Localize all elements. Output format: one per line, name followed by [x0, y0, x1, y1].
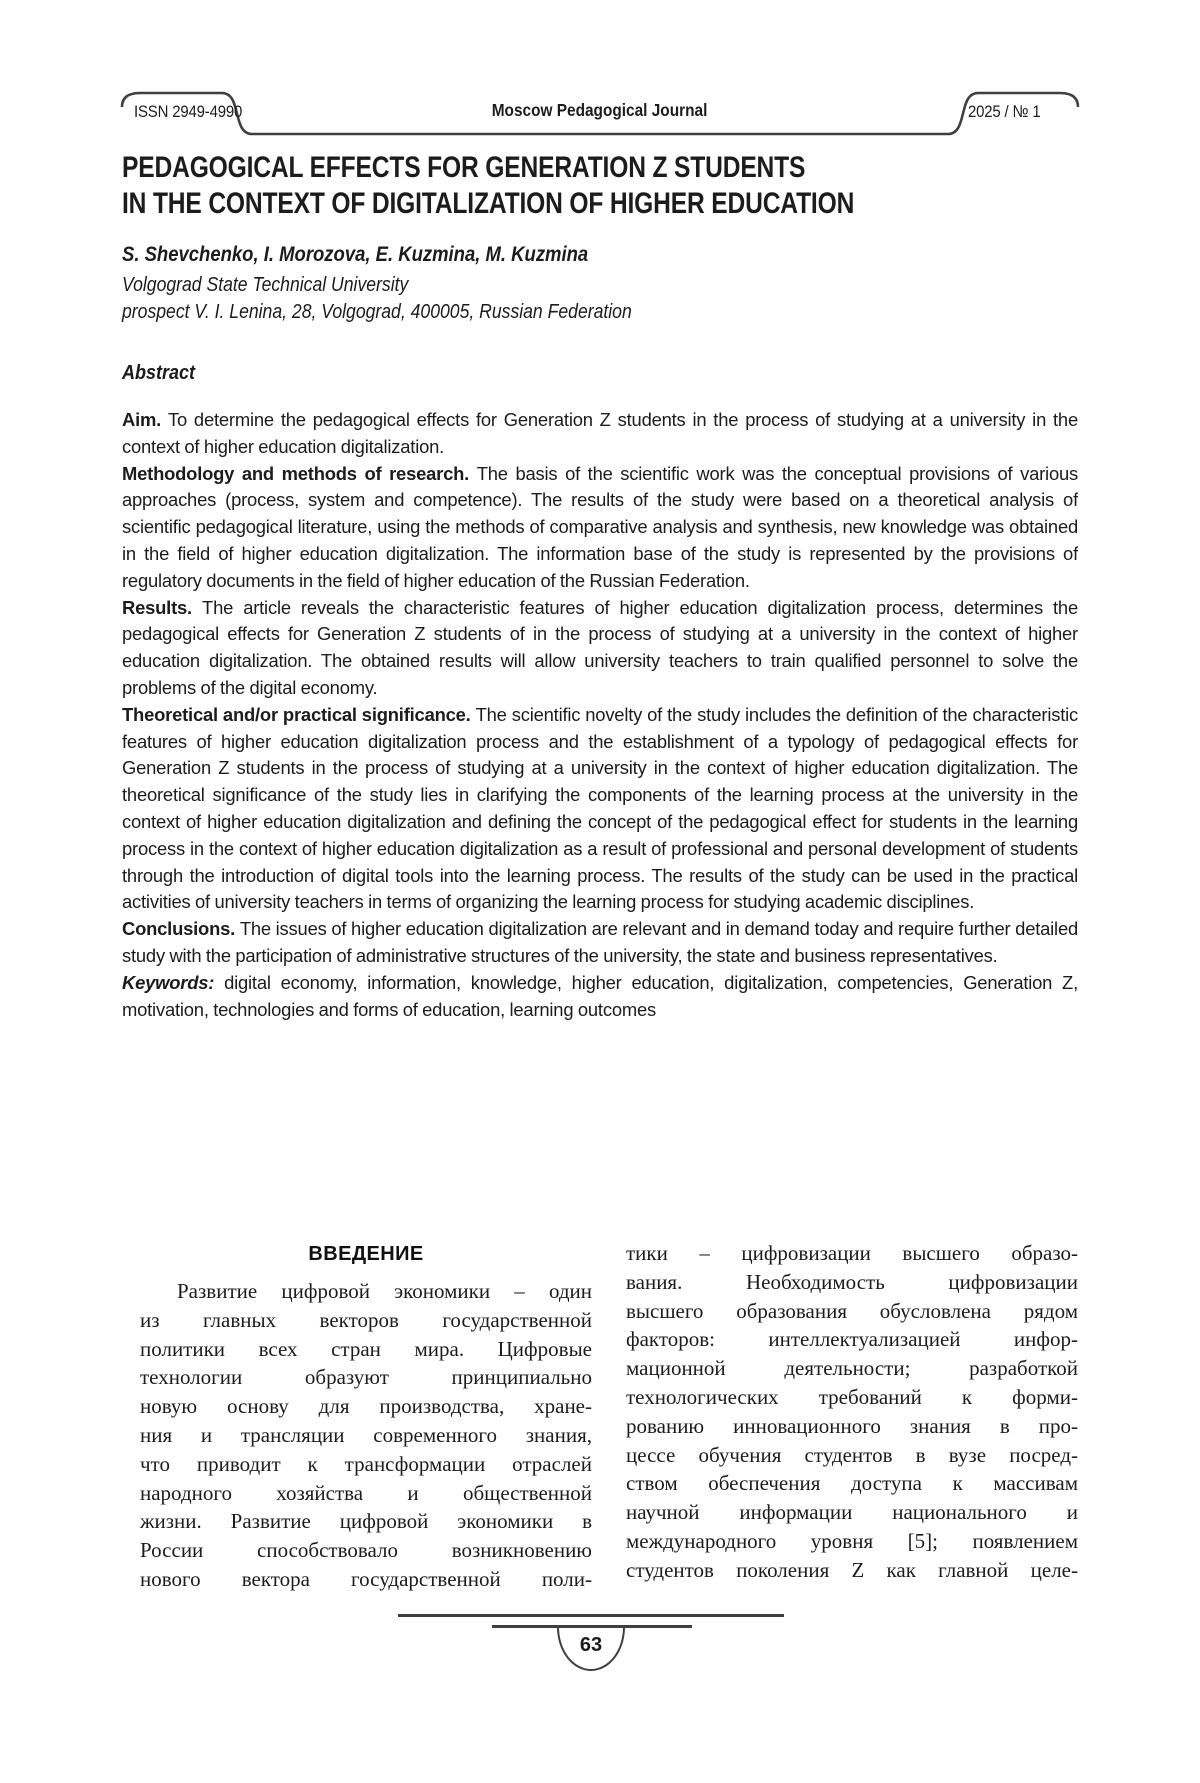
abstract-section-label: Conclusions.: [122, 918, 236, 940]
intro-column-left: [140, 1239, 592, 1594]
text-line: вания. Необходимость цифровизации: [626, 1269, 1078, 1294]
footer-rule-long: [398, 1614, 784, 1617]
article-title-line: IN THE CONTEXT OF DIGITALIZATION OF HIGHER EDUCATION: [122, 187, 855, 220]
text-line: мационной деятельности; разработкой: [626, 1356, 1078, 1381]
page-number-bubble: [557, 1627, 625, 1671]
text-line: тики – цифровизации высшего образо-: [626, 1241, 1078, 1265]
journal-title-text: Moscow Pedagogical Journal: [492, 100, 708, 120]
article-content: [122, 150, 1078, 1594]
text-line: технологии образуют принципиально: [140, 1365, 592, 1390]
abstract-section: [122, 916, 1078, 970]
text-line: России способствовало возникновению: [140, 1538, 592, 1563]
abstract-section-text: The issues of higher education digitalization are relevant and in demand today and require further detailed study with the participation of administrative structures of the university, the state and business representatives.: [122, 918, 1078, 966]
authors-line: S. Shevchenko, I. Morozova, E. Kuzmina, M. Kuzmina: [122, 243, 589, 266]
text-line: научной информации национального и: [626, 1500, 1078, 1525]
abstract-section-text: digital economy, information, knowledge, higher education, digitalization, competencies, Generation Z, motivation, technologies and forms of education, learning outcomes: [122, 971, 1078, 1020]
abstract-section-label: Methodology and methods of research.: [122, 462, 470, 484]
text-line: народного хозяйства и общественной: [140, 1480, 592, 1505]
intro-column-right: [626, 1239, 1078, 1594]
abstract-section-label: Theoretical and/or practical significance.: [122, 703, 471, 725]
abstract-section: [122, 595, 1078, 702]
abstract-heading-text: Abstract: [122, 362, 196, 384]
text-line: рованию инновационного знания в про-: [626, 1413, 1078, 1438]
abstract-section: [122, 702, 1078, 916]
abstract-section: [122, 461, 1078, 595]
intro-left-lines: [140, 1277, 592, 1594]
text-line: факторов: интеллектуализацией инфор-: [626, 1327, 1078, 1352]
text-line: высшего образования обусловлена рядом: [626, 1298, 1078, 1323]
abstract-heading: [122, 360, 1078, 387]
text-line: международного уровня [5]; появлением: [626, 1528, 1078, 1553]
article-title-line: PEDAGOGICAL EFFECTS FOR GENERATION Z STUDENTS: [122, 151, 806, 184]
abstract-body: [122, 407, 1078, 1143]
abstract-section: [122, 970, 1078, 1024]
introduction-section: [122, 1239, 1078, 1594]
intro-heading: ВВЕДЕНИЕ: [308, 1243, 424, 1265]
text-line: Развитие цифровой экономики – один: [177, 1279, 592, 1303]
abstract-section-text: The scientific novelty of the study includes the definition of the characteristic features of higher education digitalization process and the establishment of a typology of pedagogical effects for Generation Z students in the process of studying at a university in the context of higher education digitalization. The theoretical significance of the study lies in clarifying the components of the learning process at the university in the context of higher education digitalization and defining the concept of the pedagogical effect for students in the learning process in the context of higher education digitalization as a result of professional and personal development of students through the introduction of digital tools into the learning process. The results of the study can be used in the practical activities of university teachers in terms of organizing the learning process for studying academic disciplines.: [122, 703, 1078, 913]
text-line: нового вектора государственной поли-: [140, 1566, 592, 1591]
abstract-section-text: To determine the pedagogical effects for Generation Z students in the process of studying at a university in the context of higher education digitalization.: [122, 409, 1078, 457]
abstract-section-label: Keywords:: [122, 971, 215, 993]
text-line: студентов поколения Z как главной целе-: [626, 1557, 1078, 1582]
text-line: ния и трансляции современного знания,: [140, 1422, 592, 1447]
page-number: 63: [579, 1633, 603, 1656]
text-line: технологических требований к форми-: [626, 1384, 1078, 1409]
affiliation-line: prospect V. I. Lenina, 28, Volgograd, 400005, Russian Federation: [122, 301, 632, 323]
header-rule: [0, 0, 1200, 150]
abstract-section-text: The article reveals the characteristic features of higher education digitalization process, determines the pedagogical effects for Generation Z students of in the process of studying at a university in the context of higher education digitalization. The obtained results will allow university teachers to train qualified personnel to solve the problems of the digital economy.: [122, 596, 1078, 698]
text-line: из главных векторов государственной: [140, 1307, 592, 1332]
affiliation: [122, 272, 1078, 326]
issue-text: 2025 / № 1: [967, 102, 1041, 121]
abstract-section: [122, 407, 1078, 461]
text-line: ством обеспечения доступа к массивам: [626, 1471, 1078, 1496]
text-line: политики всех стран мира. Цифровые: [140, 1336, 592, 1361]
issue-label: [968, 102, 1050, 122]
abstract-section-label: Aim.: [122, 409, 162, 430]
abstract-section-label: Results.: [122, 596, 192, 618]
affiliation-line: Volgograd State Technical University: [122, 274, 409, 296]
article-title: [122, 150, 1078, 222]
intro-right-lines: [626, 1239, 1078, 1585]
text-line: цессе обучения студентов в вузе посред-: [626, 1442, 1078, 1467]
text-line: новую основу для производства, хране-: [140, 1394, 592, 1419]
issn-text: ISSN 2949-4990: [134, 102, 243, 121]
abstract-section-text: The basis of the scientific work was the conceptual provisions of various approaches (process, system and competence). The results of the study were based on a theoretical analysis of scientific pedagogical literature, using the methods of comparative analysis and synthesis, new knowledge was obtained in the field of higher education digitalization. The information base of the study is represented by the provisions of regulatory documents in the field of higher education of the Russian Federation.: [122, 462, 1078, 591]
text-line: что приводит к трансформации отраслей: [140, 1451, 592, 1476]
text-line: жизни. Развитие цифровой экономики в: [140, 1509, 592, 1534]
